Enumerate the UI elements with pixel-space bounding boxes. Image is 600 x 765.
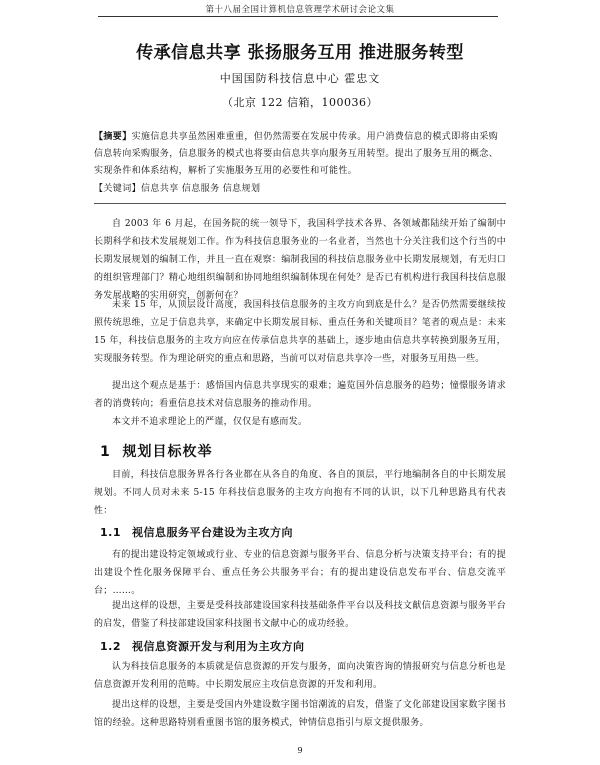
section-1-2-paragraph-2: 提出这样的设想，主要是受国内外建设数字图书馆潮流的启发，借鉴了文化部建设国家数字图书馆的经验。这种思路特别看重图书馆的服务模式，钟情信息指引与原文提供服务。 bbox=[94, 700, 506, 728]
section-1-heading bbox=[100, 441, 213, 461]
intro-paragraph-2: 未来 15 年，从顶层设计高度，我国科技信息服务的主攻方向到底是什么？是否仍然需要继续按照传统思维，立足于信息共享，来确定中长期发展目标、重点任务和关键项目？笔者的观点是：未来 15 年，科技信息服务的主攻方向应在传承信息共享的基础上，逐步地由信息共享转换到服务互用，实现服务转型。作为理论研究的重点和思路，当前可以对信息共享冷一些，对服务互用热一些。 bbox=[94, 300, 506, 364]
section-1-2-paragraph-1: 认为科技信息服务的本质就是信息资源的开发与服务，面向决策咨询的情报研究与信息分析也是信息资源开发利用的范畴。中长期发展应主攻信息资源的开发和利用。 bbox=[94, 662, 506, 690]
intro-paragraph-4: 本文并不追求理论上的严谨，仅仅是有感而发。 bbox=[112, 417, 308, 427]
section-1-2-number: 1.2 bbox=[100, 640, 121, 653]
running-head: 第十八届全国计算机信息管理学术研讨会论文集 bbox=[205, 5, 395, 15]
section-1-2-heading bbox=[100, 638, 305, 654]
section-1-paragraph: 目前，科技信息服务界各行各业都在从各自的角度、各自的顶层，平行地编制各自的中长期发展规划。不同人员对未来 5-15 年科技信息服务的主攻方向抱有不同的认识，以下几种思路具有代表性： bbox=[94, 470, 506, 516]
keywords bbox=[94, 181, 506, 198]
page-number: 9 bbox=[297, 746, 303, 755]
header-rule bbox=[98, 16, 498, 17]
section-1-1-title: 视信息服务平台建设为主攻方向 bbox=[132, 526, 293, 539]
abstract-label: 【摘要】 bbox=[94, 132, 132, 142]
section-1-2-title: 视信息资源开发与利用为主攻方向 bbox=[132, 640, 305, 653]
keywords-label: 【关键词】 bbox=[94, 184, 142, 194]
author-line: 中国国防科技信息中心 霍忠文 bbox=[219, 72, 381, 85]
abstract-rule bbox=[94, 203, 506, 204]
abstract-text: 实施信息共享虽然困难重重，但仍然需要在发展中传承。用户消费信息的模式即将由采购信息转向采购服务，信息服务的模式也将要由信息共享向服务互用转型。提出了服务互用的概念、实现条件和体系结构，解析了实施服务互用的必要性和可能性。 bbox=[94, 132, 499, 176]
address-line: （北京 122 信箱，100036） bbox=[222, 96, 378, 109]
section-1-1-paragraph-2: 提出这样的设想，主要是受科技部建设国家科技基础条件平台以及科技文献信息资源与服务平台的启发，借鉴了科技部建设国家科技图书文献中心的成功经验。 bbox=[94, 601, 506, 629]
section-1-1-heading bbox=[100, 524, 293, 540]
section-1-title: 规划目标枚举 bbox=[122, 444, 213, 460]
section-1-1-paragraph-1: 有的提出建设特定领域或行业、专业的信息资源与服务平台、信息分析与决策支持平台；有的提出建设个性化服务保障平台、重点任务公共服务平台；有的提出建设信息发布平台、信息交流平台；……。 bbox=[94, 550, 506, 596]
intro-paragraph-1: 自 2003 年 6 月起，在国务院的统一领导下，我国科学技术各界、各领域都陆续开始了编制中长期科学和技术发展规划工作。作为科技信息服务业的一名业者，当然也十分关注我们这个行当的中长期发展规划的编制工作，并且一直在观察：编制我国的科技信息服务业中长期发展规划，有无归口的组织管理部门？精心地组织编制和协同地组织编制体现在何处？是否已有机构进行我国科技信息服务发展战略的实用研究，创新何在？ bbox=[94, 219, 506, 301]
section-1-1-number: 1.1 bbox=[100, 526, 121, 539]
keywords-text: 信息共享 信息服务 信息规划 bbox=[141, 184, 261, 194]
abstract bbox=[94, 129, 506, 180]
paper-title: 传承信息共享 张扬服务互用 推进服务转型 bbox=[136, 43, 464, 63]
section-1-number: 1 bbox=[100, 444, 111, 460]
intro-paragraph-3: 提出这个观点是基于：感悟国内信息共享现实的艰难；遍览国外信息服务的趋势；憧憬服务请求者的消费转向；看重信息技术对信息服务的推动作用。 bbox=[94, 381, 506, 409]
